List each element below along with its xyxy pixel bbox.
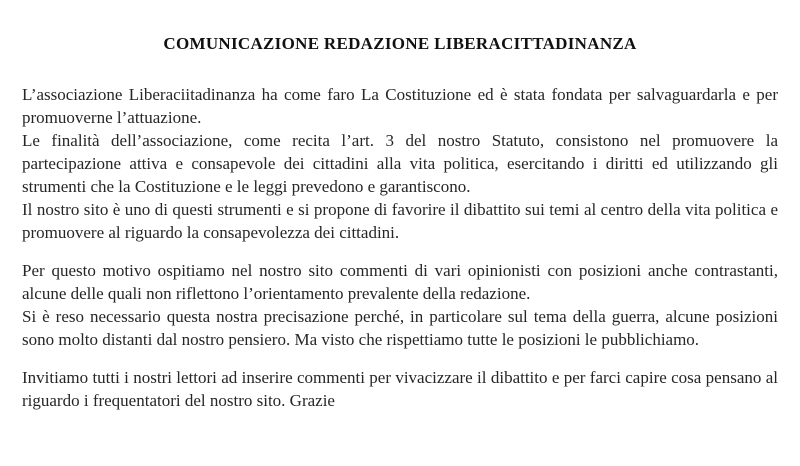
- paragraph: Si è reso necessario questa nostra precisazione perché, in particolare sul tema della guerra, alcune posizioni sono molto distanti dal nostro pensiero. Ma visto che rispettiamo tutte le posizioni le pubblichiamo.: [22, 307, 778, 349]
- paragraph-block-3: [22, 366, 778, 412]
- paragraph: Per questo motivo ospitiamo nel nostro sito commenti di vari opinionisti con posizioni anche contrastanti, alcune delle quali non riflettono l’orientamento prevalente della redazione.: [22, 261, 778, 303]
- paragraph: Il nostro sito è uno di questi strumenti e si propone di favorire il dibattito sui temi al centro della vita politica e promuovere al riguardo la consapevolezza dei cittadini.: [22, 200, 778, 242]
- paragraph: Le finalità dell’associazione, come recita l’art. 3 del nostro Statuto, consistono nel promuovere la partecipazione attiva e consapevole dei cittadini alla vita politica, esercitando i diritti ed utilizzando gli strumenti che la Costituzione e le leggi prevedono e garantiscono.: [22, 131, 778, 196]
- paragraph-block-2: [22, 259, 778, 351]
- paragraph-block-1: [22, 83, 778, 244]
- document-title: COMUNICAZIONE REDAZIONE LIBERACITTADINANZA: [163, 34, 637, 53]
- paragraph: L’associazione Liberaciitadinanza ha come faro La Costituzione ed è stata fondata per salvaguardarla e per promuoverne l’attuazione.: [22, 85, 778, 127]
- paragraph: Invitiamo tutti i nostri lettori ad inserire commenti per vivacizzare il dibattito e per farci capire cosa pensano al riguardo i frequentatori del nostro sito. Grazie: [22, 368, 778, 410]
